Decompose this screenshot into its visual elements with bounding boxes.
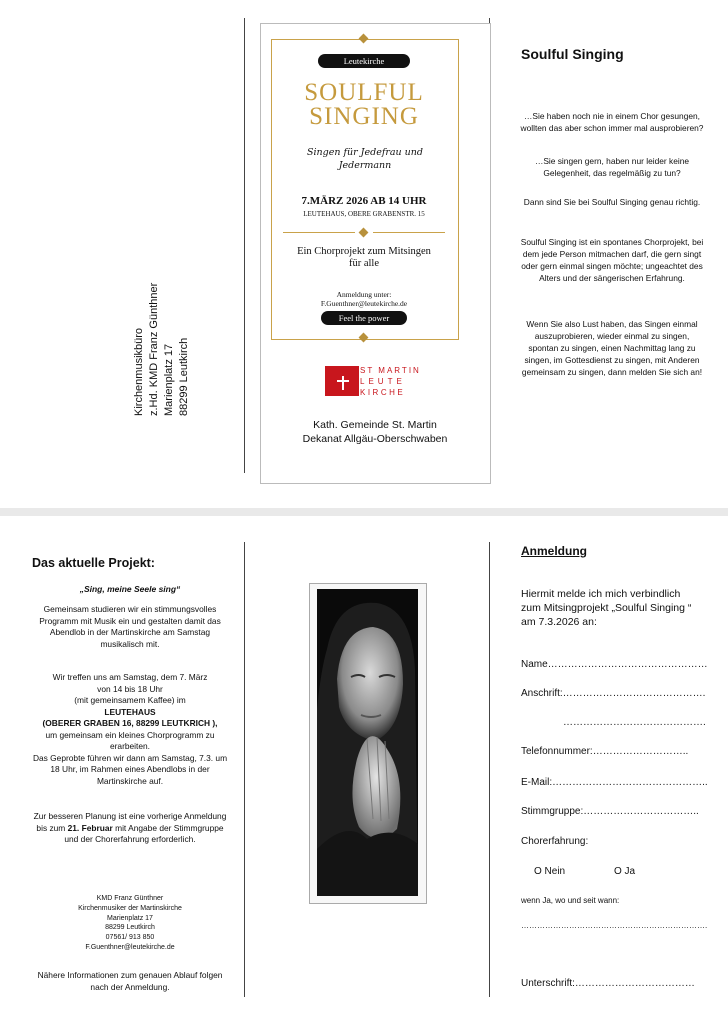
experience-details-label: wenn Ja, wo und seit wann:	[521, 896, 620, 905]
form-intro-line: zum Mitsingprojekt „Soulful Singing “	[521, 602, 692, 614]
phone-field[interactable]: Telefonnummer:………………………..	[521, 746, 689, 757]
form-heading: Anmeldung	[521, 544, 587, 558]
deanery-name: Dekanat Allgäu-Oberschwaben	[302, 433, 448, 445]
email-field[interactable]: E-Mail:………………………………………..	[521, 777, 708, 788]
intro-paragraph: Wenn Sie also Lust haben, das Singen einmal auszuprobieren, wieder einmal zu singen, spontan zu singen, einen Nachmittag lang zu singen, im Gottesdienst zu singen, mit Anderen gemeinsam zu singen, dann melden Sie sich an!	[521, 319, 703, 377]
outer-page	[0, 0, 728, 508]
subtitle-line: Singen für Jedefrau und	[306, 147, 423, 158]
cover-subtitle	[290, 146, 440, 172]
fold-line-right	[489, 542, 490, 997]
intro-heading: Soulful Singing	[521, 46, 624, 62]
event-venue: LEUTEHAUS, OBERE GRABENSTR. 15	[303, 210, 425, 218]
intro-paragraph: …Sie haben noch nie in einem Chor gesungen, wollten das aber schon immer mal ausprobieren?	[520, 111, 704, 133]
option-yes-radio[interactable]: O Ja	[614, 866, 636, 877]
project-line: Ein Chorprojekt zum Mitsingen	[297, 246, 431, 257]
praying-woman-image	[317, 589, 418, 896]
project-meeting	[28, 672, 232, 787]
meeting-line: um gemeinsam ein kleines Chorprogramm zu erarbeiten.	[45, 729, 215, 751]
project-paragraph: Gemeinsam studieren wir ein stimmungsvolles Programm mit Musik ein und gestalten damit das Abendlob in der Martinskirche am Samstag musikalisch mit.	[39, 604, 221, 649]
registration-label: Anmeldung unter:	[336, 290, 392, 299]
project-heading: Das aktuelle Projekt:	[32, 556, 155, 570]
contact-block	[30, 894, 230, 953]
registration-info	[278, 290, 450, 308]
project-footer: Nähere Informationen zum genauen Ablauf folgen nach der Anmeldung.	[37, 970, 223, 992]
cover-title-line2: SINGING	[309, 103, 419, 130]
experience-details-field[interactable]: …………………………………………………………….	[521, 921, 708, 930]
address-line: z.Hd. KMD Franz Günthner	[148, 282, 160, 416]
name-field[interactable]: Name…………………………………………	[521, 659, 708, 670]
deadline: 21. Februar	[67, 822, 113, 833]
contact-role: Kirchenmusiker der Martinskirche	[78, 904, 182, 912]
registration-note	[30, 811, 230, 846]
form-intro-line: am 7.3.2026 an:	[521, 616, 597, 628]
meeting-venue: LEUTEHAUS	[104, 706, 156, 717]
form-intro	[521, 587, 691, 629]
meeting-address: (OBERER GRABEN 16, 88299 LEUTKRICH ),	[42, 718, 218, 728]
meeting-line: von 14 bis 18 Uhr	[97, 683, 163, 694]
note-text: mit Angabe der Stimmgruppe und der Chorerfahrung erforderlich.	[64, 822, 224, 844]
project-motto: „Sing, meine Seele sing“	[79, 584, 181, 594]
meeting-line: (mit gemeinsamem Kaffee) im	[74, 695, 186, 705]
cover-title-line1: SOULFUL	[304, 79, 424, 106]
contact-street: Marienplatz 17	[107, 914, 153, 922]
option-no-radio[interactable]: O Nein	[534, 866, 566, 877]
contact-name: KMD Franz Günthner	[96, 895, 164, 902]
contact-city: 88299 Leutkirch	[105, 924, 155, 932]
form-intro-line: Hiermit melde ich mich verbindlich	[521, 588, 681, 600]
contact-email: F.Guenthner@leutekirche.de	[85, 943, 175, 951]
event-date: 7.MÄRZ 2026 AB 14 UHR	[301, 195, 427, 207]
address-field[interactable]: Anschrift:…………………………………….	[521, 688, 706, 699]
address-line: Kirchenmusikbüro	[133, 327, 145, 416]
project-line: für alle	[348, 258, 380, 269]
cross-icon	[342, 376, 344, 390]
parish-name: Kath. Gemeinde St. Martin	[313, 419, 437, 431]
meeting-line: Wir treffen uns am Samstag, dem 7. März	[52, 672, 208, 682]
logo-text: ST MARTIN	[360, 366, 421, 375]
singer-photo	[317, 589, 418, 896]
intro-paragraph: Dann sind Sie bei Soulful Singing genau richtig.	[523, 197, 701, 207]
experience-label: Chorerfahrung:	[521, 836, 589, 847]
note-text: Zur besseren Planung ist eine vorherige Anmeldung bis zum	[33, 811, 227, 833]
logo-text: LEUTE	[360, 377, 406, 386]
divider	[373, 232, 445, 233]
divider	[283, 232, 355, 233]
tagline-badge: Feel the power	[321, 311, 407, 325]
logo-text: KIRCHE	[360, 388, 406, 397]
signature-field[interactable]: Unterschrift:………………………………	[521, 978, 695, 989]
fold-line-left	[244, 542, 245, 997]
address-field-2[interactable]: …………………………………….	[563, 717, 706, 728]
contact-phone: 07561/ 913 850	[105, 934, 155, 942]
project-description	[278, 246, 450, 270]
cross-icon	[337, 380, 349, 382]
intro-paragraph: …Sie singen gern, haben nur leider keine Gelegenheit, das regelmäßig zu tun?	[534, 156, 690, 178]
location-badge: Leutekirche	[318, 54, 410, 68]
address-block	[132, 236, 192, 416]
address-line: 88299 Leutkirch	[178, 337, 190, 416]
intro-paragraph: Soulful Singing ist ein spontanes Chorprojekt, bei dem jede Person mitmachen darf, die gern singt oder gern einmal singen möchte; ungeachtet des Alters und der sängerischen Erfahrung.	[520, 237, 704, 283]
subtitle-line: Jedermann	[338, 160, 392, 171]
voice-group-field[interactable]: Stimmgruppe:……………………………..	[521, 806, 699, 817]
registration-email: F.Guenthner@leutekirche.de	[320, 299, 408, 308]
address-line: Marienplatz 17	[163, 343, 175, 416]
fold-line-left	[244, 18, 245, 473]
meeting-line: Das Geprobte führen wir dann am Samstag, 7.3. um 18 Uhr, im Rahmen eines Abendlobs in der Martinskirche auf.	[32, 752, 228, 786]
